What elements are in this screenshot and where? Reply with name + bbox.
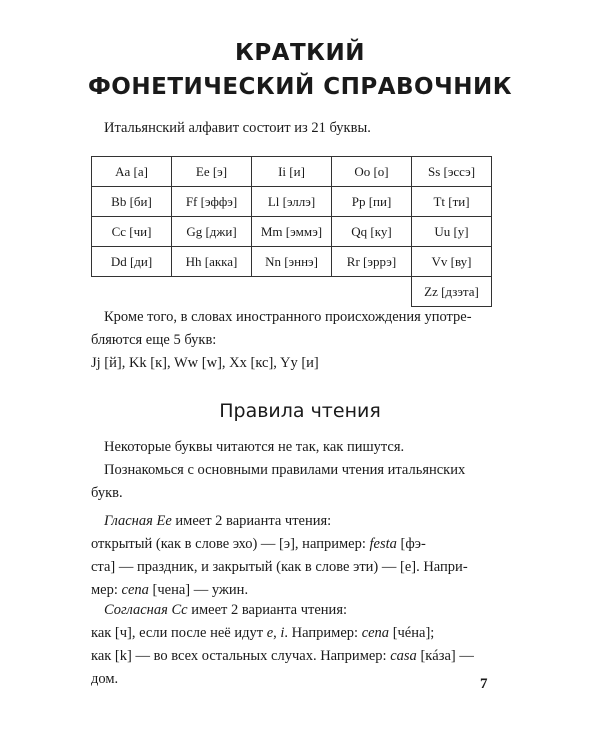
alphabet-cell: Uu [у] [412, 217, 492, 247]
foreign-letters: Jj [й], Kk [к], Ww [w], Xx [кс], Yy [и] [91, 355, 319, 371]
alphabet-cell: Gg [джи] [172, 217, 252, 247]
reading-intro [91, 436, 503, 505]
foreign-letters-paragraph [91, 306, 503, 375]
cons-heading-line [91, 599, 503, 622]
alphabet-row [92, 187, 492, 217]
intro-text: Итальянский алфавит состоит из 21 буквы. [104, 120, 371, 136]
alphabet-cell: Ss [эссэ] [412, 157, 492, 187]
vowel-line-3-a: мер: [91, 582, 122, 598]
alphabet-cell: Pp [пи] [332, 187, 412, 217]
vowel-rule [91, 510, 503, 602]
vowel-line-1-b: [фэ- [396, 536, 426, 552]
cons-letter-i: i [280, 625, 285, 641]
cons-line-2-a: как [k] — во всех остальных случах. Например: [91, 648, 391, 664]
cons-heading: Согласная Cc [104, 602, 188, 618]
vowel-heading-line [91, 510, 503, 533]
alphabet-cell: Nn [эннэ] [252, 247, 332, 277]
alphabet-cell: Bb [би] [92, 187, 172, 217]
empty-cell [92, 277, 172, 307]
cons-line-2-b: [кáза] — [416, 648, 474, 664]
alphabet-cell: Cc [чи] [92, 217, 172, 247]
foreign-text-line-2: бляются еще 5 букв: [91, 332, 217, 348]
vowel-line-2: ста] — праздник, и закрытый (как в слове эти) — [е]. Напри- [91, 559, 468, 575]
vowel-line-1-a: открытый (как в слове эхо) — [э], например: [91, 536, 370, 552]
alphabet-row [92, 217, 492, 247]
alphabet-cell: Ee [э] [172, 157, 252, 187]
alphabet-cell: Oo [о] [332, 157, 412, 187]
alphabet-cell: Rr [эррэ] [332, 247, 412, 277]
alphabet-table [91, 156, 492, 307]
vowel-heading: Гласная Ee [104, 513, 172, 529]
cons-comma: , [273, 625, 281, 641]
alphabet-cell: Tt [ти] [412, 187, 492, 217]
alphabet-cell: Ii [и] [252, 157, 332, 187]
cons-line-2 [91, 645, 503, 668]
alphabet-cell: Dd [ди] [92, 247, 172, 277]
para-2-line-2: букв. [91, 485, 123, 501]
alphabet-cell: Qq [ку] [332, 217, 412, 247]
foreign-text-line-1: Кроме того, в словах иностранного происхождения употре- [104, 309, 472, 325]
page-number: 7 [480, 676, 488, 692]
alphabet-cell: Mm [эммэ] [252, 217, 332, 247]
alphabet-cell: Zz [дзэта] [412, 277, 492, 307]
alphabet-cell: Aa [а] [92, 157, 172, 187]
cons-letter-e: e [266, 625, 274, 641]
cons-word-casa: casa [390, 648, 417, 664]
cons-heading-rest: имеет 2 варианта чтения: [187, 602, 348, 618]
alphabet-cell: Ll [эллэ] [252, 187, 332, 217]
empty-cell [252, 277, 332, 307]
alphabet-cell: Hh [акка] [172, 247, 252, 277]
cons-line-1-b: . Например: [284, 625, 362, 641]
cons-line-1-c: [чéна]; [389, 625, 435, 641]
vowel-word-cena: cena [121, 582, 149, 598]
para-2-line-1: Познакомься с основными правилами чтения итальянских [104, 462, 466, 478]
vowel-line-1 [91, 533, 503, 556]
alphabet-row [92, 157, 492, 187]
alphabet-cell: Ff [эффэ] [172, 187, 252, 217]
cons-word-cena: cena [361, 625, 390, 641]
cons-line-3: дом. [91, 671, 119, 687]
consonant-rule [91, 599, 503, 691]
cons-line-1-a: как [ч], если после неё идут [91, 625, 267, 641]
alphabet-row [92, 247, 492, 277]
title-line-2: ФОНЕТИЧЕСКИЙ СПРАВОЧНИК [88, 74, 512, 100]
para-1: Некоторые буквы читаются не так, как пишутся. [104, 439, 405, 455]
empty-cell [332, 277, 412, 307]
alphabet-cell: Vv [ву] [412, 247, 492, 277]
title-line-1: КРАТКИЙ [235, 40, 365, 66]
section-title: Правила чтения [219, 400, 381, 422]
vowel-line-3-b: [чена] — ужин. [148, 582, 249, 598]
empty-cell [172, 277, 252, 307]
alphabet-row [92, 277, 492, 307]
cons-line-1 [91, 622, 503, 645]
vowel-heading-rest: имеет 2 варианта чтения: [171, 513, 332, 529]
vowel-word-festa: festa [369, 536, 397, 552]
